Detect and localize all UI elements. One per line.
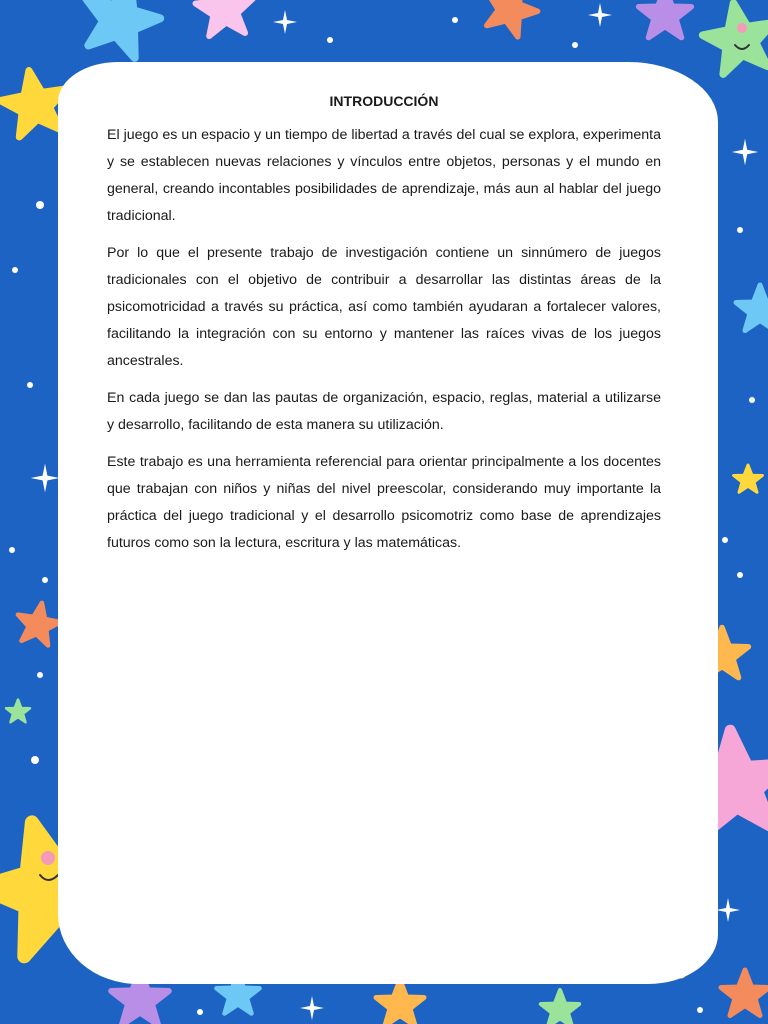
- document-body: [107, 88, 661, 567]
- paragraph-1: El juego es un espacio y un tiempo de libertad a través del cual se explora, experimenta y se establecen nuevas relaciones y vínculos entre objetos, personas y el mundo en general, creando incontables posibilidades de aprendizaje, más aun al hablar del juego tradicional.: [107, 127, 661, 224]
- paragraph-2: Por lo que el presente trabajo de investigación contiene un sinnúmero de juegos tradicionales con el objetivo de contribuir a desarrollar las distintas áreas de la psicomotricidad a través su práctica, así como también ayudaran a fortalecer valores, facilitando la integración con su entorno y mantener las raíces vivas de los juegos ancestrales.: [107, 245, 661, 369]
- document-title: INTRODUCCIÓN: [329, 93, 439, 109]
- paragraph-3: En cada juego se dan las pautas de organización, espacio, reglas, material a utilizarse y desarrollo, facilitando de esta manera su utilización.: [107, 390, 661, 433]
- paragraph-4: Este trabajo es una herramienta referencial para orientar principalmente a los docentes que trabajan con niños y niñas del nivel preescolar, considerando muy importante la práctica del juego tradicional y el desarrollo psicomotriz como base de aprendizajes futuros como son la lectura, escritura y las matemáticas.: [107, 454, 661, 551]
